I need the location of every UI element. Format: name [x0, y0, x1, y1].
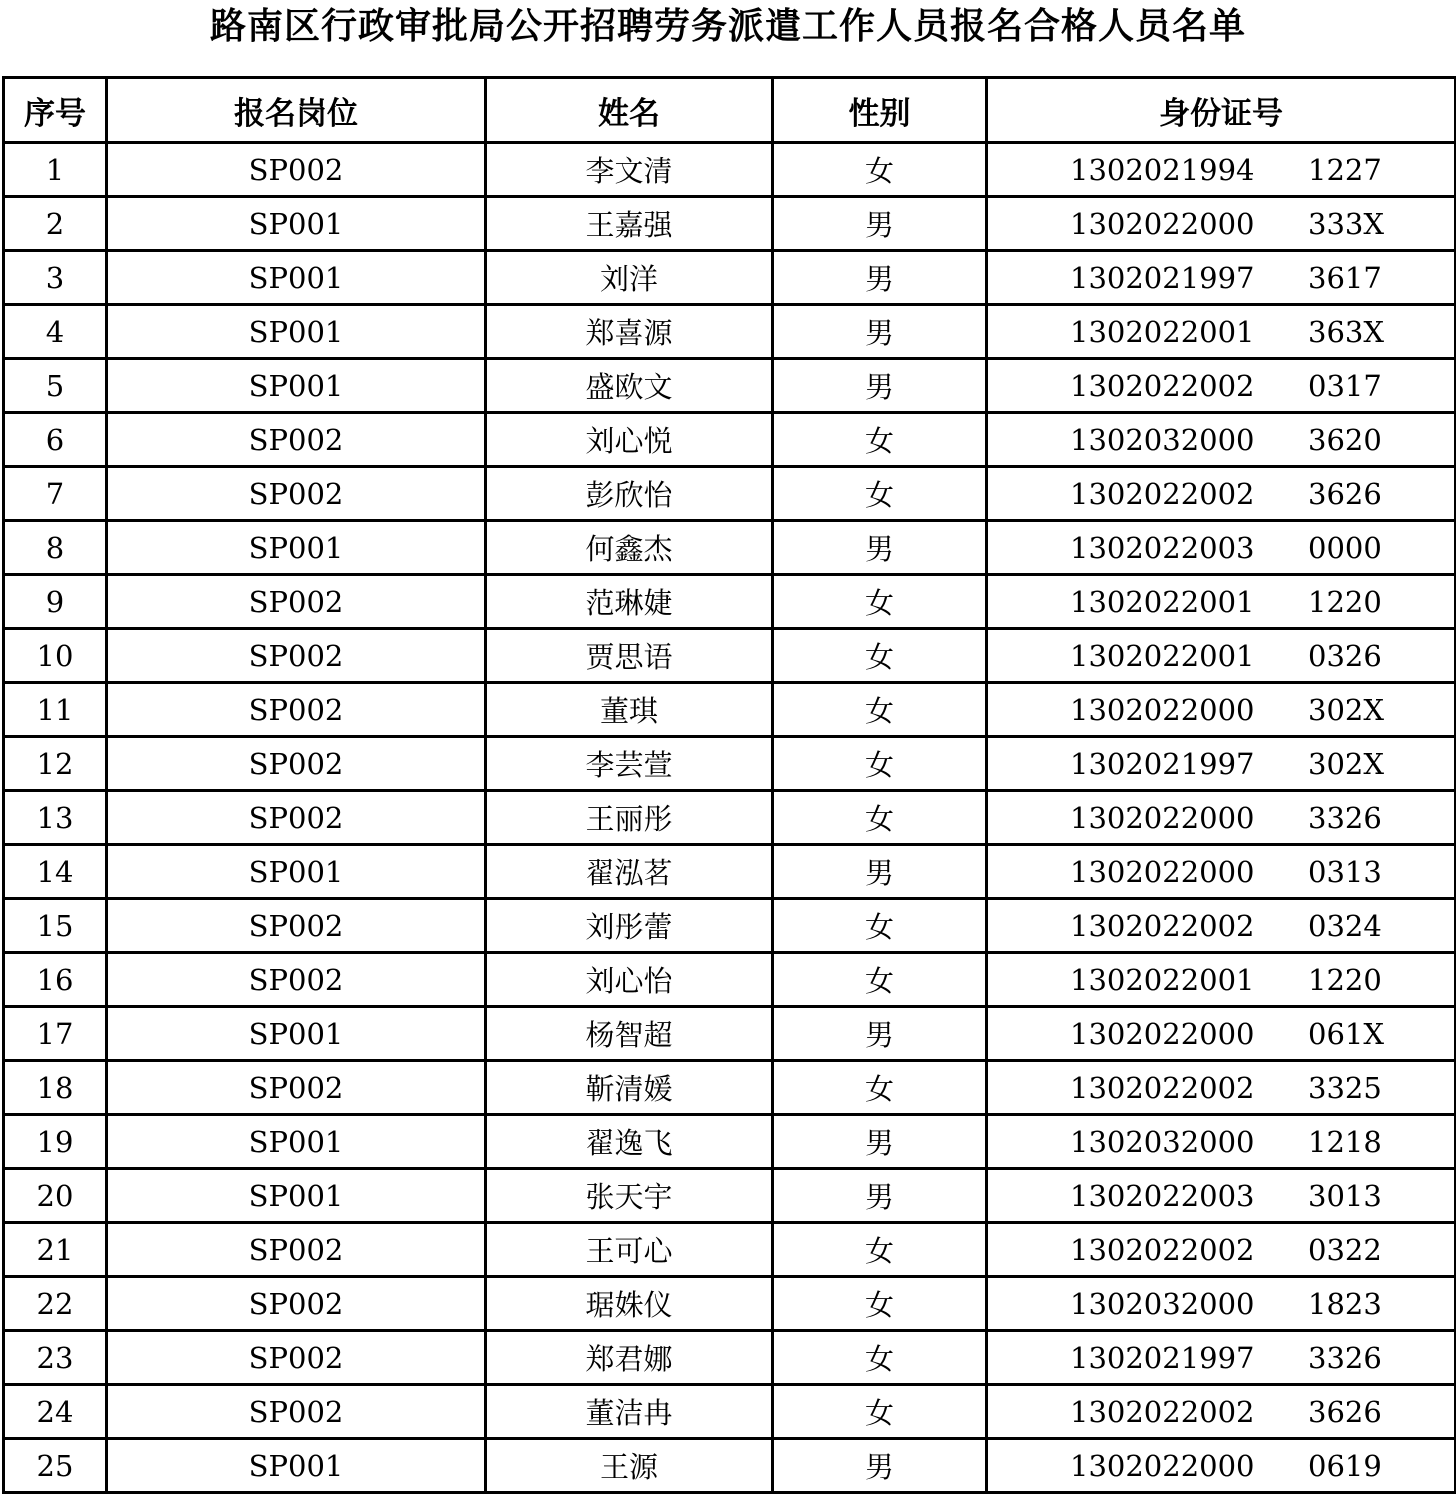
cell-name: 刘洋	[486, 251, 773, 305]
id-number-prefix: 1302022000	[1070, 207, 1255, 241]
id-number-suffix: 333X	[1308, 207, 1384, 241]
table-row	[4, 737, 1456, 791]
cell-sex: 女	[773, 737, 987, 791]
cell-name: 杨智超	[486, 1007, 773, 1061]
cell-index: 20	[4, 1169, 107, 1223]
cell-name: 李芸萱	[486, 737, 773, 791]
id-number-suffix: 302X	[1308, 747, 1384, 781]
table-row	[4, 683, 1456, 737]
cell-name: 刘心悦	[486, 413, 773, 467]
table-header-row	[4, 78, 1456, 143]
id-number-prefix: 1302022001	[1070, 315, 1255, 349]
cell-sex: 男	[773, 1007, 987, 1061]
cell-id-number	[987, 1169, 1456, 1223]
cell-index: 16	[4, 953, 107, 1007]
cell-index: 15	[4, 899, 107, 953]
id-number-prefix: 1302032000	[1070, 1287, 1255, 1321]
cell-sex: 男	[773, 521, 987, 575]
header-post: 报名岗位	[107, 78, 486, 143]
cell-index: 23	[4, 1331, 107, 1385]
id-number-prefix: 1302021994	[1070, 153, 1255, 187]
table-row	[4, 1169, 1456, 1223]
cell-id-number	[987, 197, 1456, 251]
cell-id-number	[987, 1331, 1456, 1385]
table-row	[4, 251, 1456, 305]
cell-index: 19	[4, 1115, 107, 1169]
table-row	[4, 1385, 1456, 1439]
cell-index: 4	[4, 305, 107, 359]
cell-index: 6	[4, 413, 107, 467]
id-number-suffix: 3326	[1308, 801, 1382, 835]
cell-sex: 女	[773, 413, 987, 467]
table-row	[4, 1223, 1456, 1277]
id-number-prefix: 1302022001	[1070, 585, 1255, 619]
table-row	[4, 845, 1456, 899]
id-number-suffix: 1220	[1308, 963, 1382, 997]
cell-id-number	[987, 791, 1456, 845]
id-number-prefix: 1302021997	[1070, 747, 1255, 781]
cell-post: SP001	[107, 521, 486, 575]
cell-index: 13	[4, 791, 107, 845]
cell-sex: 女	[773, 899, 987, 953]
cell-name: 靳清媛	[486, 1061, 773, 1115]
cell-name: 琚姝仪	[486, 1277, 773, 1331]
id-number-suffix: 3620	[1308, 423, 1382, 457]
cell-name: 刘心怡	[486, 953, 773, 1007]
cell-id-number	[987, 413, 1456, 467]
cell-sex: 女	[773, 1385, 987, 1439]
cell-post: SP002	[107, 899, 486, 953]
cell-id-number	[987, 575, 1456, 629]
cell-id-number	[987, 953, 1456, 1007]
cell-sex: 女	[773, 953, 987, 1007]
cell-sex: 男	[773, 1169, 987, 1223]
cell-sex: 男	[773, 1439, 987, 1493]
id-number-suffix: 0313	[1308, 855, 1382, 889]
table-row	[4, 1007, 1456, 1061]
cell-post: SP002	[107, 683, 486, 737]
id-number-prefix: 1302022001	[1070, 963, 1255, 997]
header-index: 序号	[4, 78, 107, 143]
cell-name: 王源	[486, 1439, 773, 1493]
id-number-prefix: 1302022002	[1070, 1395, 1255, 1429]
cell-index: 8	[4, 521, 107, 575]
id-number-suffix: 0317	[1308, 369, 1382, 403]
table-body	[4, 143, 1456, 1493]
cell-sex: 男	[773, 305, 987, 359]
cell-index: 11	[4, 683, 107, 737]
cell-post: SP002	[107, 629, 486, 683]
cell-name: 李文清	[486, 143, 773, 197]
id-number-suffix: 302X	[1308, 693, 1384, 727]
table-row	[4, 1277, 1456, 1331]
cell-id-number	[987, 251, 1456, 305]
cell-index: 25	[4, 1439, 107, 1493]
cell-name: 翟逸飞	[486, 1115, 773, 1169]
id-number-prefix: 1302022003	[1070, 531, 1255, 565]
table-row	[4, 1115, 1456, 1169]
id-number-prefix: 1302022000	[1070, 855, 1255, 889]
header-name: 姓名	[486, 78, 773, 143]
cell-sex: 男	[773, 251, 987, 305]
cell-id-number	[987, 845, 1456, 899]
cell-index: 14	[4, 845, 107, 899]
cell-post: SP002	[107, 791, 486, 845]
id-number-suffix: 0000	[1308, 531, 1382, 565]
cell-sex: 女	[773, 791, 987, 845]
cell-index: 3	[4, 251, 107, 305]
cell-sex: 女	[773, 143, 987, 197]
id-number-prefix: 1302022002	[1070, 1071, 1255, 1105]
id-number-prefix: 1302022002	[1070, 477, 1255, 511]
id-number-suffix: 3617	[1308, 261, 1382, 295]
cell-sex: 女	[773, 1223, 987, 1277]
header-sex: 性别	[773, 78, 987, 143]
cell-name: 王可心	[486, 1223, 773, 1277]
cell-index: 12	[4, 737, 107, 791]
cell-index: 2	[4, 197, 107, 251]
cell-name: 范琳婕	[486, 575, 773, 629]
cell-post: SP002	[107, 143, 486, 197]
cell-post: SP001	[107, 251, 486, 305]
cell-id-number	[987, 467, 1456, 521]
cell-id-number	[987, 359, 1456, 413]
cell-post: SP001	[107, 1007, 486, 1061]
cell-post: SP001	[107, 305, 486, 359]
cell-index: 22	[4, 1277, 107, 1331]
id-number-prefix: 1302022000	[1070, 1449, 1255, 1483]
cell-sex: 女	[773, 629, 987, 683]
cell-post: SP001	[107, 1439, 486, 1493]
id-number-suffix: 1823	[1308, 1287, 1382, 1321]
cell-sex: 女	[773, 1331, 987, 1385]
table-row	[4, 359, 1456, 413]
id-number-suffix: 0324	[1308, 909, 1382, 943]
cell-post: SP002	[107, 953, 486, 1007]
cell-post: SP002	[107, 1331, 486, 1385]
cell-id-number	[987, 305, 1456, 359]
cell-sex: 女	[773, 575, 987, 629]
cell-name: 贾思语	[486, 629, 773, 683]
table-row	[4, 1439, 1456, 1493]
cell-index: 24	[4, 1385, 107, 1439]
cell-sex: 女	[773, 1061, 987, 1115]
cell-post: SP002	[107, 575, 486, 629]
cell-post: SP002	[107, 1385, 486, 1439]
table-row	[4, 629, 1456, 683]
roster-table	[2, 76, 1456, 1494]
id-number-suffix: 0322	[1308, 1233, 1382, 1267]
header-id-number: 身份证号	[987, 78, 1456, 143]
id-number-suffix: 3626	[1308, 1395, 1382, 1429]
cell-sex: 男	[773, 1115, 987, 1169]
id-number-prefix: 1302021997	[1070, 261, 1255, 295]
cell-post: SP002	[107, 413, 486, 467]
cell-id-number	[987, 1115, 1456, 1169]
cell-index: 9	[4, 575, 107, 629]
cell-id-number	[987, 737, 1456, 791]
cell-name: 张天宇	[486, 1169, 773, 1223]
cell-index: 5	[4, 359, 107, 413]
table-row	[4, 413, 1456, 467]
cell-post: SP001	[107, 1169, 486, 1223]
id-number-prefix: 1302022000	[1070, 693, 1255, 727]
cell-name: 彭欣怡	[486, 467, 773, 521]
cell-sex: 男	[773, 359, 987, 413]
cell-name: 郑喜源	[486, 305, 773, 359]
table-row	[4, 791, 1456, 845]
id-number-suffix: 3013	[1308, 1179, 1382, 1213]
table-row	[4, 521, 1456, 575]
cell-post: SP001	[107, 197, 486, 251]
id-number-suffix: 0619	[1308, 1449, 1382, 1483]
cell-name: 翟泓茗	[486, 845, 773, 899]
cell-id-number	[987, 1277, 1456, 1331]
cell-post: SP002	[107, 737, 486, 791]
id-number-prefix: 1302032000	[1070, 423, 1255, 457]
cell-id-number	[987, 683, 1456, 737]
cell-post: SP001	[107, 359, 486, 413]
cell-name: 王丽彤	[486, 791, 773, 845]
table-row	[4, 1061, 1456, 1115]
cell-sex: 女	[773, 683, 987, 737]
id-number-suffix: 0326	[1308, 639, 1382, 673]
cell-post: SP002	[107, 467, 486, 521]
id-number-prefix: 1302022002	[1070, 369, 1255, 403]
cell-id-number	[987, 899, 1456, 953]
cell-id-number	[987, 1385, 1456, 1439]
cell-index: 10	[4, 629, 107, 683]
id-number-prefix: 1302021997	[1070, 1341, 1255, 1375]
cell-id-number	[987, 1439, 1456, 1493]
cell-sex: 男	[773, 197, 987, 251]
table-row	[4, 305, 1456, 359]
id-number-suffix: 061X	[1308, 1017, 1384, 1051]
cell-index: 7	[4, 467, 107, 521]
cell-name: 何鑫杰	[486, 521, 773, 575]
table-row	[4, 197, 1456, 251]
cell-id-number	[987, 143, 1456, 197]
id-number-prefix: 1302022000	[1070, 1017, 1255, 1051]
id-number-prefix: 1302022000	[1070, 801, 1255, 835]
id-number-suffix: 3325	[1308, 1071, 1382, 1105]
table-row	[4, 143, 1456, 197]
cell-id-number	[987, 629, 1456, 683]
id-number-suffix: 3326	[1308, 1341, 1382, 1375]
cell-name: 王嘉强	[486, 197, 773, 251]
cell-post: SP002	[107, 1061, 486, 1115]
cell-id-number	[987, 521, 1456, 575]
cell-sex: 女	[773, 467, 987, 521]
table-row	[4, 575, 1456, 629]
cell-id-number	[987, 1223, 1456, 1277]
page-title: 路南区行政审批局公开招聘劳务派遣工作人员报名合格人员名单	[209, 6, 1246, 47]
cell-name: 刘彤蕾	[486, 899, 773, 953]
table-row	[4, 1331, 1456, 1385]
cell-name: 盛欧文	[486, 359, 773, 413]
table-row	[4, 467, 1456, 521]
cell-post: SP001	[107, 845, 486, 899]
id-number-suffix: 1227	[1308, 153, 1382, 187]
id-number-suffix: 1218	[1308, 1125, 1382, 1159]
cell-post: SP002	[107, 1277, 486, 1331]
id-number-prefix: 1302022002	[1070, 909, 1255, 943]
cell-index: 17	[4, 1007, 107, 1061]
cell-id-number	[987, 1007, 1456, 1061]
cell-sex: 女	[773, 1277, 987, 1331]
cell-index: 1	[4, 143, 107, 197]
id-number-prefix: 1302022002	[1070, 1233, 1255, 1267]
cell-post: SP001	[107, 1115, 486, 1169]
cell-name: 郑君娜	[486, 1331, 773, 1385]
cell-id-number	[987, 1061, 1456, 1115]
id-number-prefix: 1302022003	[1070, 1179, 1255, 1213]
id-number-suffix: 3626	[1308, 477, 1382, 511]
id-number-prefix: 1302032000	[1070, 1125, 1255, 1159]
cell-post: SP002	[107, 1223, 486, 1277]
cell-index: 18	[4, 1061, 107, 1115]
cell-name: 董琪	[486, 683, 773, 737]
id-number-suffix: 1220	[1308, 585, 1382, 619]
table-row	[4, 953, 1456, 1007]
id-number-prefix: 1302022001	[1070, 639, 1255, 673]
cell-name: 董洁冉	[486, 1385, 773, 1439]
id-number-suffix: 363X	[1308, 315, 1384, 349]
cell-index: 21	[4, 1223, 107, 1277]
table-row	[4, 899, 1456, 953]
cell-sex: 男	[773, 845, 987, 899]
